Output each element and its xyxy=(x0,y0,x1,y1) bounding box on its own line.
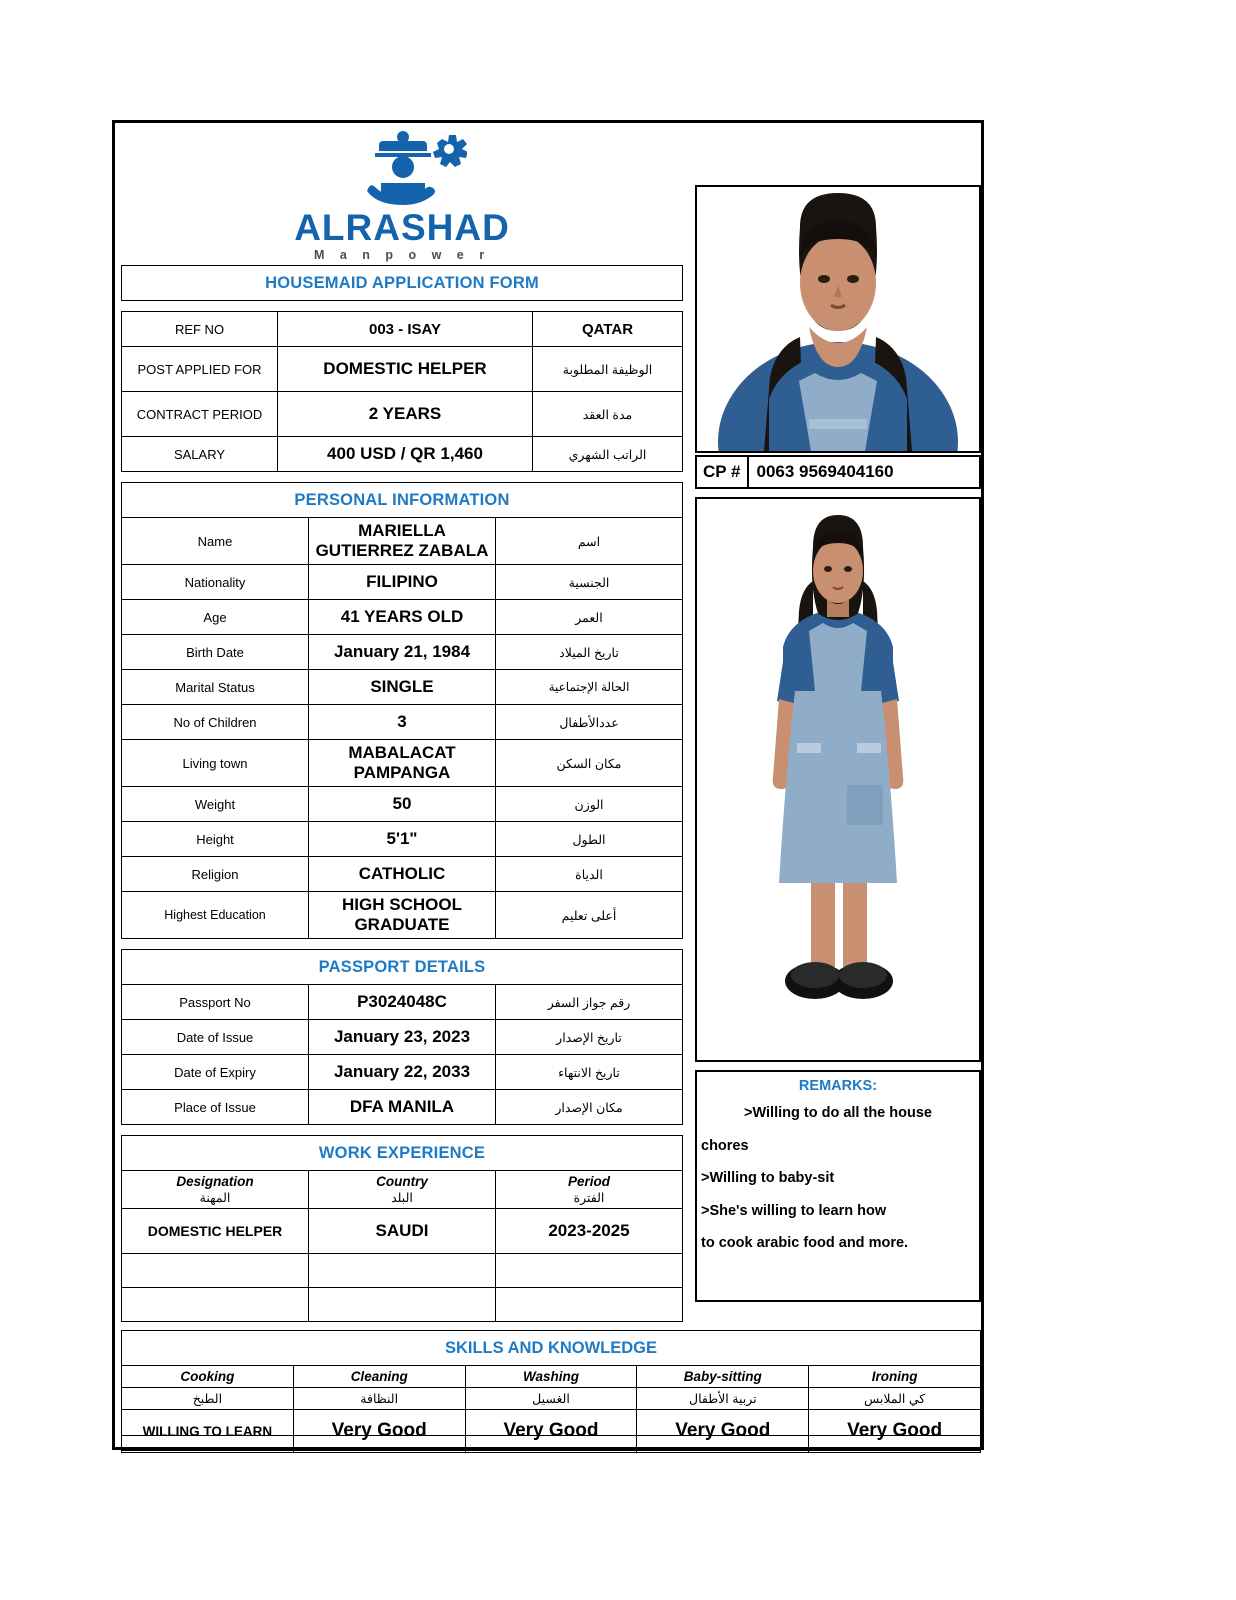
work-designation xyxy=(122,1288,309,1322)
table-row xyxy=(122,1209,683,1254)
table-row xyxy=(122,857,683,892)
skill-header-ironing: Ironing xyxy=(809,1366,981,1388)
field-value: 5'1" xyxy=(309,822,496,857)
field-label: REF NO xyxy=(122,312,278,347)
field-value: SINGLE xyxy=(309,670,496,705)
field-value: CATHOLIC xyxy=(309,857,496,892)
skill-arabic-ironing: كي الملابس xyxy=(809,1388,981,1410)
remarks-title: REMARKS: xyxy=(798,1078,878,1094)
page-title: HOUSEMAID APPLICATION FORM xyxy=(122,266,683,301)
remark-line: >She's willing to learn how xyxy=(701,1202,887,1219)
form-title-table xyxy=(121,265,683,301)
table-row xyxy=(122,670,683,705)
skills-first-col-label: WILLING TO LEARN xyxy=(122,1410,294,1453)
work-country xyxy=(309,1254,496,1288)
field-label: SALARY xyxy=(122,437,278,472)
field-label: Living town xyxy=(122,740,309,787)
field-value: January 23, 2023 xyxy=(309,1020,496,1055)
work-designation xyxy=(122,1254,309,1288)
remarks-box xyxy=(695,1070,981,1302)
table-row xyxy=(122,1388,981,1410)
field-arabic: الوزن xyxy=(496,787,683,822)
table-header-row xyxy=(122,1366,981,1388)
section-title-passport: PASSPORT DETAILS xyxy=(122,950,683,985)
remark-line: to cook arabic food and more. xyxy=(701,1235,909,1251)
field-arabic: الطول xyxy=(496,822,683,857)
field-value: January 22, 2033 xyxy=(309,1055,496,1090)
field-value: HIGH SCHOOL GRADUATE xyxy=(309,892,496,939)
personal-information-table xyxy=(121,482,683,939)
field-value: DOMESTIC HELPER xyxy=(278,347,533,392)
section-title-work: WORK EXPERIENCE xyxy=(122,1136,683,1171)
field-label: Age xyxy=(122,600,309,635)
field-arabic: تاريخ الإصدار xyxy=(496,1020,683,1055)
table-row xyxy=(122,822,683,857)
field-label: CONTRACT PERIOD xyxy=(122,392,278,437)
table-row xyxy=(122,740,683,787)
skill-header-babysitting: Baby-sitting xyxy=(637,1366,809,1388)
table-row xyxy=(122,705,683,740)
table-row xyxy=(122,1254,683,1288)
company-logo xyxy=(121,127,683,265)
field-arabic: الجنسية xyxy=(496,565,683,600)
field-arabic: رقم جواز السفر xyxy=(496,985,683,1020)
field-value: 400 USD / QR 1,460 xyxy=(278,437,533,472)
field-arabic: أعلى تعليم xyxy=(496,892,683,939)
remark-line: chores xyxy=(701,1137,749,1154)
field-label: Highest Education xyxy=(122,892,309,939)
field-value: January 21, 1984 xyxy=(309,635,496,670)
table-row xyxy=(122,635,683,670)
company-tagline: M a n p o w e r xyxy=(313,247,491,262)
remark-line: >Willing to baby-sit xyxy=(701,1170,835,1186)
work-period: 2023-2025 xyxy=(496,1209,683,1254)
field-value: 3 xyxy=(309,705,496,740)
field-arabic: الدياة xyxy=(496,857,683,892)
remark-line: >Willing to do all the house xyxy=(744,1105,932,1121)
applicant-fullbody-photo xyxy=(695,497,981,1062)
field-arabic: تاريخ الميلاد xyxy=(496,635,683,670)
application-form-page xyxy=(112,120,984,1450)
field-label: Place of Issue xyxy=(122,1090,309,1125)
header-info-table xyxy=(121,311,683,472)
table-row xyxy=(122,518,683,565)
field-arabic: اسم xyxy=(496,518,683,565)
field-label: Passport No xyxy=(122,985,309,1020)
table-row xyxy=(122,1090,683,1125)
table-row xyxy=(122,787,683,822)
table-row xyxy=(122,565,683,600)
skill-header-cleaning: Cleaning xyxy=(293,1366,465,1388)
work-period xyxy=(496,1254,683,1288)
field-label: No of Children xyxy=(122,705,309,740)
work-designation: DOMESTIC HELPER xyxy=(122,1209,309,1254)
column-header-designation: Designation المهنة xyxy=(122,1171,309,1209)
left-column xyxy=(121,127,683,1322)
worker-gear-icon xyxy=(337,131,467,207)
field-arabic: QATAR xyxy=(533,312,683,347)
bottom-strip xyxy=(121,1435,981,1451)
applicant-headshot-photo xyxy=(695,185,981,453)
skill-arabic-washing: الغسيل xyxy=(465,1388,637,1410)
skill-header-washing: Washing xyxy=(465,1366,637,1388)
section-title-personal: PERSONAL INFORMATION xyxy=(122,483,683,518)
field-label: Date of Issue xyxy=(122,1020,309,1055)
cp-label: CP # xyxy=(697,457,749,487)
skill-arabic-babysitting: تربية الأطفال xyxy=(637,1388,809,1410)
skill-arabic-cooking: الطبخ xyxy=(122,1388,294,1410)
table-row xyxy=(122,312,683,347)
contact-number-row xyxy=(695,455,981,489)
table-row xyxy=(122,392,683,437)
table-row xyxy=(122,985,683,1020)
skill-rating-babysitting: Very Good xyxy=(637,1410,809,1453)
field-label: Birth Date xyxy=(122,635,309,670)
field-arabic: تاريخ الانتهاء xyxy=(496,1055,683,1090)
skill-rating-cleaning: Very Good xyxy=(293,1410,465,1453)
work-country: SAUDI xyxy=(309,1209,496,1254)
table-header-row xyxy=(122,1171,683,1209)
field-label: Nationality xyxy=(122,565,309,600)
field-arabic: الراتب الشهري xyxy=(533,437,683,472)
field-value: 003 - ISAY xyxy=(278,312,533,347)
field-label: POST APPLIED FOR xyxy=(122,347,278,392)
skill-rating-ironing: Very Good xyxy=(809,1410,981,1453)
table-row xyxy=(122,437,683,472)
skill-rating-washing: Very Good xyxy=(465,1410,637,1453)
work-country xyxy=(309,1288,496,1322)
field-arabic: الوظيفة المطلوبة xyxy=(533,347,683,392)
field-value: MABALACAT PAMPANGA xyxy=(309,740,496,787)
field-value: MARIELLA GUTIERREZ ZABALA xyxy=(309,518,496,565)
table-row xyxy=(122,1055,683,1090)
cp-number: 0063 9569404160 xyxy=(756,462,894,481)
section-title-skills: SKILLS AND KNOWLEDGE xyxy=(122,1331,981,1366)
field-value: 2 YEARS xyxy=(278,392,533,437)
field-value: FILIPINO xyxy=(309,565,496,600)
field-arabic: عددالأطفال xyxy=(496,705,683,740)
table-row xyxy=(122,1020,683,1055)
field-arabic: العمر xyxy=(496,600,683,635)
field-value: P3024048C xyxy=(309,985,496,1020)
field-value: 50 xyxy=(309,787,496,822)
table-row xyxy=(122,347,683,392)
field-label: Marital Status xyxy=(122,670,309,705)
field-arabic: مكان السكن xyxy=(496,740,683,787)
passport-details-table xyxy=(121,949,683,1125)
field-value: 41 YEARS OLD xyxy=(309,600,496,635)
column-header-country: Country البلد xyxy=(309,1171,496,1209)
field-label: Date of Expiry xyxy=(122,1055,309,1090)
field-arabic: الحالة الإجتماعية xyxy=(496,670,683,705)
field-label: Religion xyxy=(122,857,309,892)
skill-header-cooking: Cooking xyxy=(122,1366,294,1388)
field-label: Height xyxy=(122,822,309,857)
field-arabic: مدة العقد xyxy=(533,392,683,437)
table-row xyxy=(122,892,683,939)
work-experience-table xyxy=(121,1135,683,1322)
field-value: DFA MANILA xyxy=(309,1090,496,1125)
table-row xyxy=(122,600,683,635)
right-column xyxy=(695,185,981,1302)
table-row xyxy=(122,1288,683,1322)
company-name: ALRASHAD xyxy=(294,206,510,248)
field-label: Name xyxy=(122,518,309,565)
skill-arabic-cleaning: النظافة xyxy=(293,1388,465,1410)
field-label: Weight xyxy=(122,787,309,822)
column-header-period: Period الفترة xyxy=(496,1171,683,1209)
field-arabic: مكان الإصدار xyxy=(496,1090,683,1125)
work-period xyxy=(496,1288,683,1322)
